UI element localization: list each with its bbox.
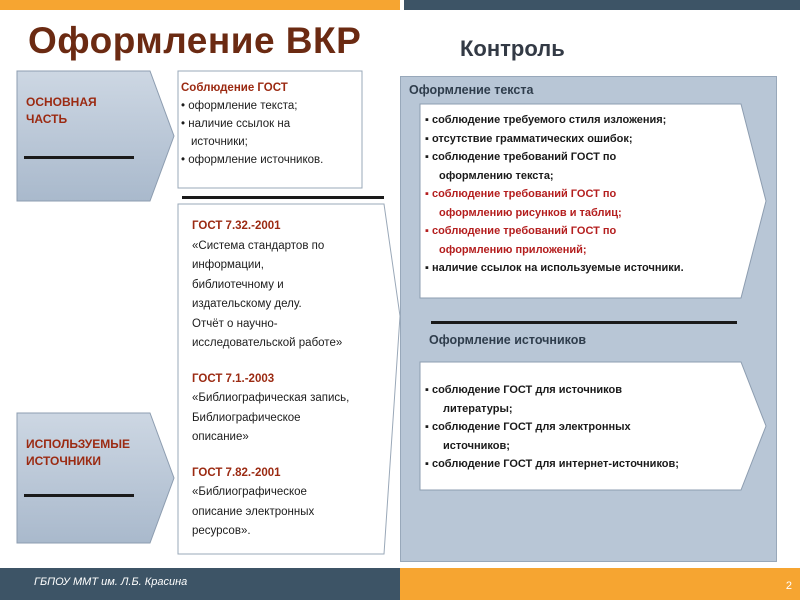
chevron-sources-line1: ИСПОЛЬЗУЕМЫЕ — [26, 437, 130, 451]
list-item: ▪ соблюдение ГОСТ для источников — [425, 384, 622, 396]
page-number: 2 — [785, 580, 792, 592]
chevron-main-part-underline — [24, 156, 134, 159]
standard-code: ГОСТ 7.1.-2003 — [192, 372, 275, 385]
slide-title: Оформление ВКР — [28, 20, 362, 61]
gost-compliance-header: Соблюдение ГОСТ — [181, 82, 288, 94]
list-item-continuation: оформлению приложений; — [439, 243, 587, 256]
standard-line: Отчёт о научно- — [192, 317, 278, 330]
text-formatting-heading: Оформление текста — [409, 83, 534, 97]
section-divider-line — [431, 321, 737, 324]
text-formatting-card — [419, 103, 769, 299]
footer-slate — [0, 568, 400, 600]
list-item-continuation: источников; — [443, 439, 510, 452]
standard-code: ГОСТ 7.32.-2001 — [192, 220, 281, 232]
footer-bar — [0, 568, 800, 600]
list-item-highlighted: ▪ соблюдение требований ГОСТ по — [425, 188, 617, 200]
list-item-text: соблюдение требований ГОСТ по — [431, 225, 617, 237]
list-item: ▪ соблюдение ГОСТ для интернет-источников; — [425, 458, 679, 470]
standard-code: ГОСТ 7.82.-2001 — [192, 466, 281, 479]
chevron-main-part-line2: ЧАСТЬ — [26, 112, 68, 126]
list-item: ▪ соблюдение требований ГОСТ по — [425, 151, 617, 163]
chevron-sources-label — [26, 436, 130, 470]
list-item-text: отсутствие грамматических ошибок; — [431, 132, 633, 145]
standard-line: Библиографическое — [192, 411, 301, 424]
list-item-text: соблюдение ГОСТ для электронных — [431, 421, 631, 433]
chevron-sources-underline — [24, 494, 134, 497]
standard-line: ресурсов». — [192, 525, 251, 537]
list-item: ▪ соблюдение требуемого стиля изложения; — [425, 114, 667, 126]
sources-formatting-list — [425, 381, 679, 474]
list-item-continuation: оформлению рисунков и таблиц; — [439, 206, 622, 219]
slide-subtitle: Контроль — [460, 36, 565, 61]
top-bar-slate — [404, 0, 800, 10]
gost-item: • оформление текста; — [181, 100, 298, 112]
list-item-text: наличие ссылок на используемые источники. — [431, 262, 684, 274]
list-item-text: соблюдение требований ГОСТ по — [431, 188, 617, 200]
chevron-main-part-label — [26, 94, 97, 128]
list-item-continuation: оформлению текста; — [439, 169, 554, 182]
standard-line: информации, — [192, 259, 264, 271]
standard-line: исследовательской работе» — [192, 337, 343, 349]
standard-line: описание электронных — [192, 505, 315, 518]
chevron-sources-line2: ИСТОЧНИКИ — [26, 454, 102, 468]
standards-block — [192, 217, 349, 542]
footer-institution: ГБПОУ ММТ им. Л.Б. Красина — [34, 576, 188, 588]
chevron-sources-shape — [16, 412, 176, 544]
standard-line: библиотечному и — [192, 278, 284, 291]
standard-line: «Библиографическое — [192, 486, 307, 498]
spacer — [192, 448, 349, 464]
standard-line: «Система стандартов по — [192, 239, 325, 252]
chevron-main-part — [16, 70, 176, 202]
gost-compliance-block — [181, 79, 323, 169]
standard-line: издательскому делу. — [192, 298, 302, 310]
list-item-text: соблюдение требований ГОСТ по — [431, 151, 617, 163]
chevron-main-part-shape — [16, 70, 176, 202]
list-item: ▪ отсутствие грамматических ошибок; — [425, 132, 633, 145]
chevron-main-part-line1: ОСНОВНАЯ — [26, 95, 97, 109]
standard-line: описание» — [192, 431, 249, 443]
middle-column — [176, 70, 386, 556]
list-item: ▪ наличие ссылок на используемые источники. — [425, 262, 684, 274]
list-item-highlighted: ▪ соблюдение требований ГОСТ по — [425, 225, 617, 237]
standard-line: «Библиографическая запись, — [192, 392, 350, 404]
list-item-text: соблюдение требуемого стиля изложения; — [431, 114, 667, 126]
top-bar-orange — [0, 0, 400, 10]
top-accent-bar — [0, 0, 800, 10]
list-item-continuation: литературы; — [443, 402, 513, 415]
footer-orange — [400, 568, 800, 600]
gost-item-text: оформление источников. — [188, 154, 324, 166]
gost-item-text: оформление текста; — [188, 100, 298, 112]
sources-formatting-card — [419, 361, 769, 491]
gost-item-text: наличие ссылок на — [188, 118, 291, 130]
spacer — [192, 354, 349, 370]
sources-formatting-heading: Оформление источников — [429, 333, 587, 347]
list-item: ▪ соблюдение ГОСТ для электронных — [425, 421, 631, 433]
list-item-text: соблюдение ГОСТ для источников — [431, 384, 622, 396]
gost-item: • оформление источников. — [181, 154, 324, 166]
gost-item-continuation: источники; — [191, 136, 248, 148]
control-panel — [400, 76, 777, 562]
gost-item: • наличие ссылок на — [181, 118, 291, 130]
text-formatting-list — [425, 111, 684, 278]
chevron-sources — [16, 412, 176, 544]
list-item-text: соблюдение ГОСТ для интернет-источников; — [431, 458, 679, 470]
